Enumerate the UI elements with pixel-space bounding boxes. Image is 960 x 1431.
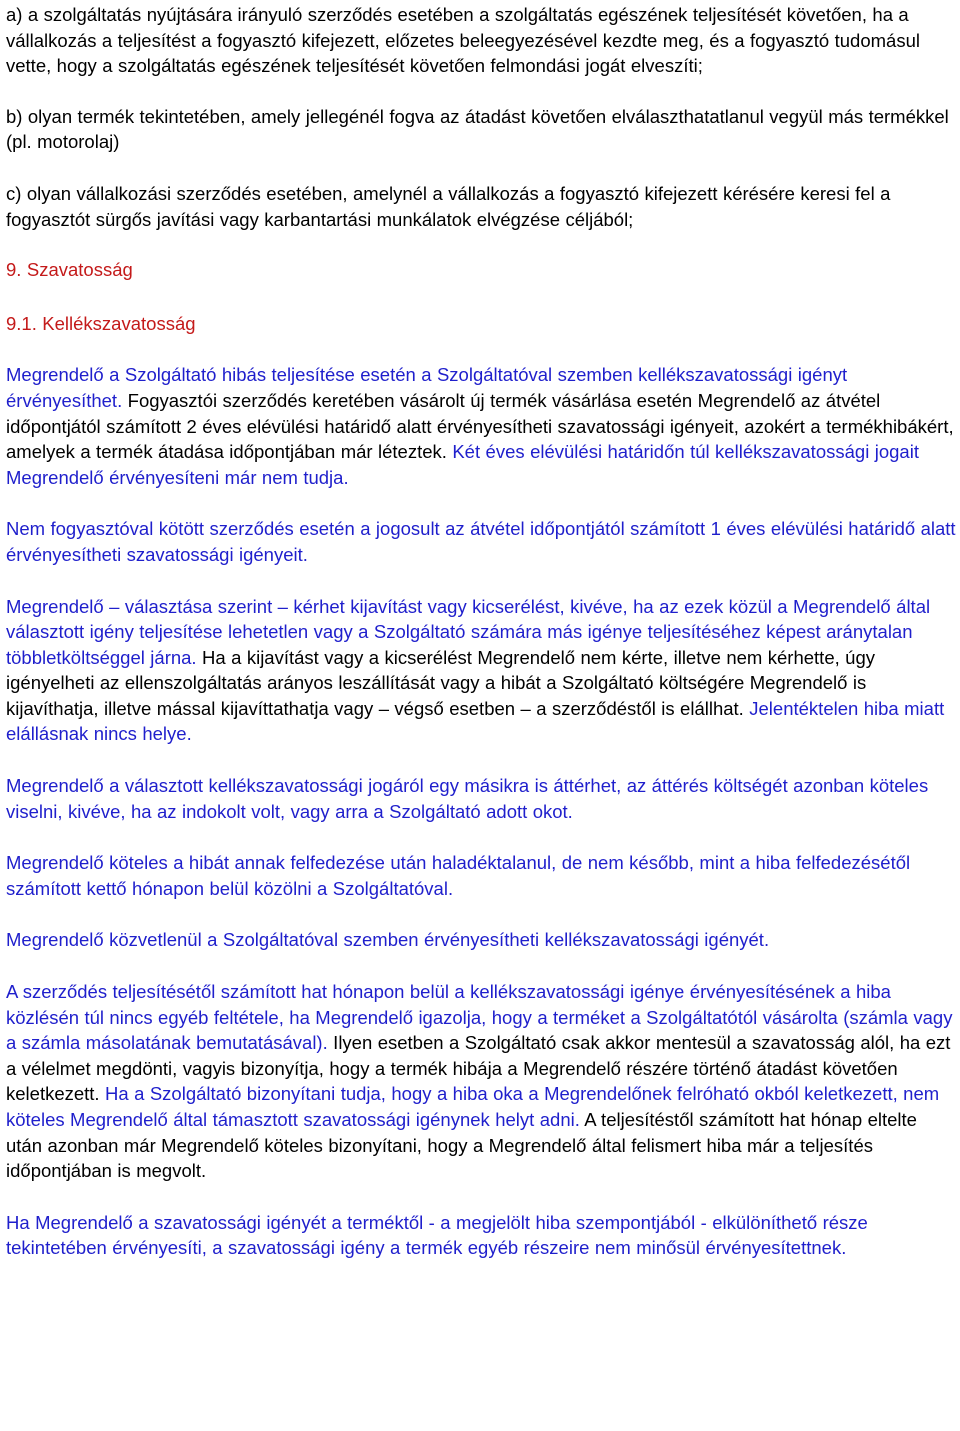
item-a: a) a szolgáltatás nyújtására irányuló szerződés esetében a szolgáltatás egészének teljesítését követően, ha a vállalkozás a teljesítést a fogyasztó kifejezett, előzetes beleegyezésével kezdte meg, és a fogyasztó tudomásul vette, hogy a szolgáltatás egészének teljesítését követően felmondási jogát elveszíti;: [6, 4, 920, 77]
paragraph-text: Megrendelő – választása szerint – kérhet kijavítást vagy kicserélést, kivéve, ha az ezek közül a Megrendelő által választott igény teljesítése lehetetlen vagy a Szolgáltató számára más igénye teljesítéséhez képest aránytalan többletköltséggel járna.: [6, 595, 931, 668]
paragraph-non-consumer: Nem fogyasztóval kötött szerződés esetén a jogosult az átvétel időpontjától számított 1 éves elévülési határidő alatt érvényesítheti szavatossági igényeit.: [6, 518, 956, 565]
document-page: [6, 2, 956, 1261]
section-heading: 9. Szavatosság: [6, 259, 133, 281]
paragraph-text: A szerződés teljesítésétől számított hat hónapon belül a kellékszavatossági igénye érvényesítésének a hiba közlésén túl nincs egyéb feltétele, ha Megrendelő igazolja, hogy a terméket a Szolgáltatótól vásárolta (számla vagy a számla másolatának bemutatásával).: [6, 981, 953, 1054]
paragraph-text: Fogyasztói szerződés keretében vásárolt új termék vásárlása esetén Megrendelő az átvétel időpontjától számított 2 éves elévülési határidő alatt érvényesítheti szavatossági igényeit, azokért a termékhibákért, amelyek a termék átadása időpontjában már léteztek.: [6, 389, 954, 463]
paragraph-switch-remedy: Megrendelő a választott kellékszavatossági jogáról egy másikra is áttérhet, az áttérés költségét azonban köteles viselni, kivéve, ha az indokolt volt, vagy arra a Szolgáltató adott okot.: [6, 775, 929, 822]
paragraph-text: Ha a Szolgáltató bizonyítani tudja, hogy a hiba oka a Megrendelőnek felróható okból keletkezett, nem köteles Megrendelő által támasztott szavatossági igénynek helyt adni.: [6, 1083, 940, 1130]
item-c: c) olyan vállalkozási szerződés esetében, amelynél a vállalkozás a fogyasztó kifejezett kérésére keresi fel a fogyasztót sürgős javítási vagy karbantartási munkálatok elvégzése céljából;: [6, 182, 891, 230]
paragraph-text: A teljesítéstől számított hat hónap eltelte után azonban már Megrendelő köteles bizonyítani, hogy a Megrendelő által felismert hiba már a teljesítés időpontjában is megvolt.: [6, 1109, 917, 1182]
paragraph-warranty-intro: [6, 362, 956, 490]
paragraph-text: Két éves elévülési határidőn túl kellékszavatossági jogait Megrendelő érvényesíteni már nem tudja.: [6, 441, 919, 488]
paragraph-text: Ilyen esetben a Szolgáltató csak akkor mentesül a szavatosság alól, ha ezt a vélelmet megdönti, vagyis bizonyítja, hogy a termék hibája a Megrendelő részére történő átadást követően keletkezett.: [6, 1032, 951, 1105]
item-b: b) olyan termék tekintetében, amely jellegénél fogva az átadást követően elválaszthatatlanul vegyül más termékkel (pl. motorolaj): [6, 105, 949, 153]
paragraph-text: Ha a kijavítást vagy a kicserélést Megrendelő nem kérte, illetve nem kérhette, úgy igényelheti az ellenszolgáltatás arányos leszállítását vagy a hibát a Szolgáltató költségére Megrendelő is kijavíthatja, illetve mással kijavíttathatja vagy – végső esetben – a szerződéstől is elállhat.: [6, 646, 876, 719]
paragraph-notify-defect: Megrendelő köteles a hibát annak felfedezése után haladéktalanul, de nem később, mint a hiba felfedezésétől számított kettő hónapon belül közölni a Szolgáltatóval.: [6, 852, 911, 899]
paragraph-text: Megrendelő a Szolgáltató hibás teljesítése esetén a Szolgáltatóval szemben kellékszavatossági igényt érvényesíthet.: [6, 364, 848, 411]
paragraph-text: Jelentéktelen hiba miatt elállásnak nincs helye.: [6, 697, 945, 745]
subsection-heading: 9.1. Kellékszavatosság: [6, 312, 196, 334]
paragraph-direct-claim: Megrendelő közvetlenül a Szolgáltatóval szemben érvényesítheti kellékszavatossági igényét.: [6, 929, 770, 951]
paragraph-burden-of-proof: [6, 979, 956, 1184]
paragraph-remedies: [6, 594, 956, 748]
paragraph-separable-part: Ha Megrendelő a szavatossági igényét a terméktől - a megjelölt hiba szempontjából - elkülöníthető része tekintetében érvényesíti, a szavatossági igény a termék egyéb részeire nem minősül érvényesítettnek.: [6, 1211, 868, 1259]
